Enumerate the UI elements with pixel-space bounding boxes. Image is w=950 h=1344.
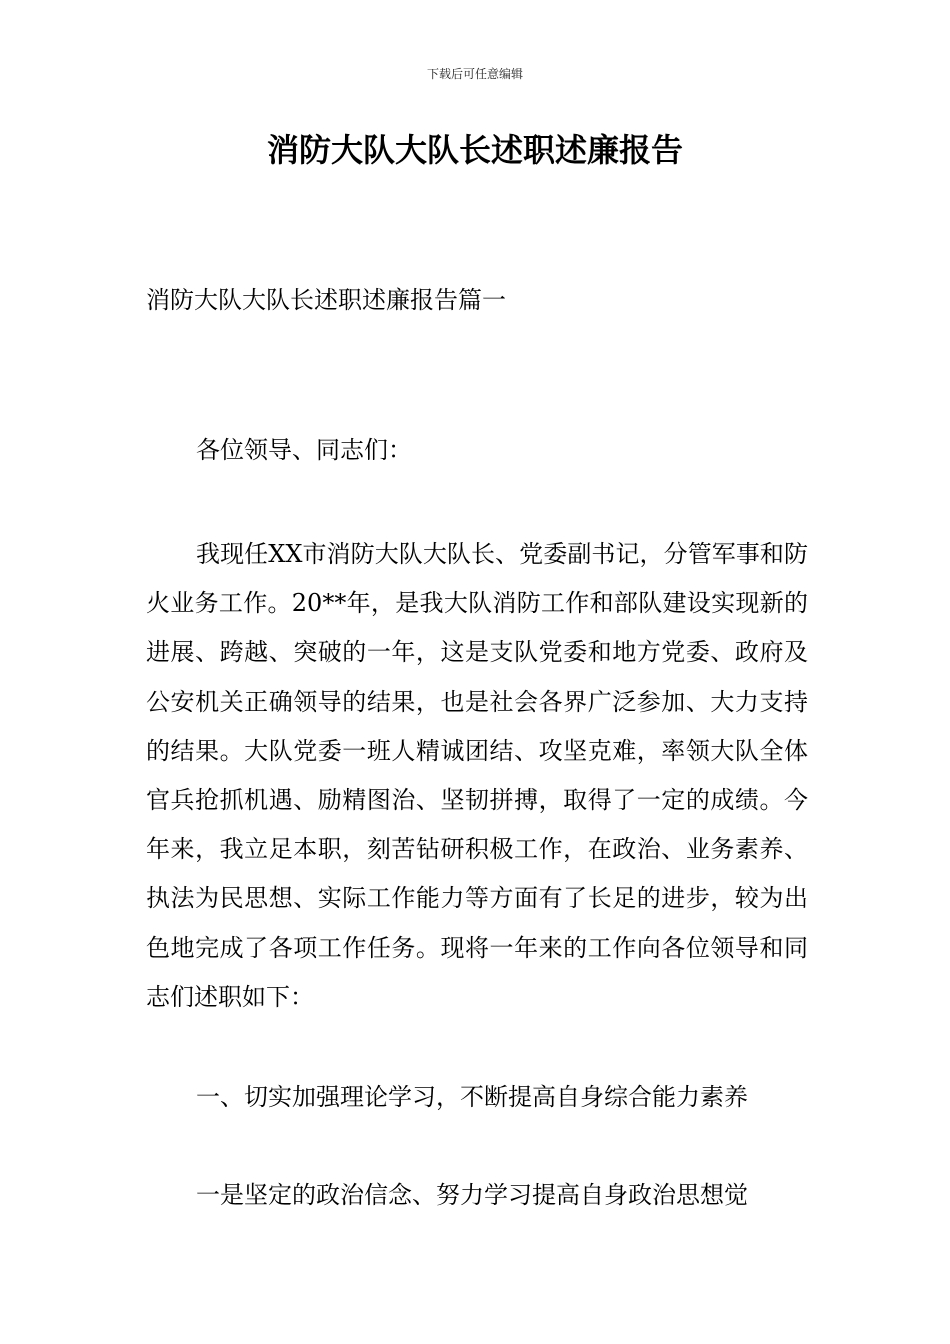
salutation: 各位领导、同志们： xyxy=(196,436,412,464)
header-note: 下载后可任意编辑 xyxy=(426,67,523,81)
document-subtitle: 消防大队大队长述职述廉报告篇一 xyxy=(146,286,506,314)
section-paragraph-start: 一是坚定的政治信念、努力学习提高自身政治思想觉 xyxy=(196,1181,748,1209)
body-paragraph: 我现任XX市消防大队大队长、党委副书记，分管军事和防火业务工作。20**年，是我大队消防工作和部队建设实现新的进展、跨越、突破的一年，这是支队党委和地方党委、政府及公安机关正确领导的结果，也是社会各界广泛参加、大力支持的结果。大队党委一班人精诚团结、攻坚克难，率领大队全体官兵抢抓机遇、励精图治、坚韧拼搏，取得了一定的成绩。今年来，我立足本职，刻苦钻研积极工作，在政治、业务素养、执法为民思想、实际工作能力等方面有了长足的进步，较为出色地完成了各项工作任务。现将一年来的工作向各位领导和同志们述职如下： xyxy=(146,540,808,1011)
section-heading: 一、切实加强理论学习，不断提高自身综合能力素养 xyxy=(196,1083,748,1111)
document-title: 消防大队大队长述职述廉报告 xyxy=(266,131,683,169)
